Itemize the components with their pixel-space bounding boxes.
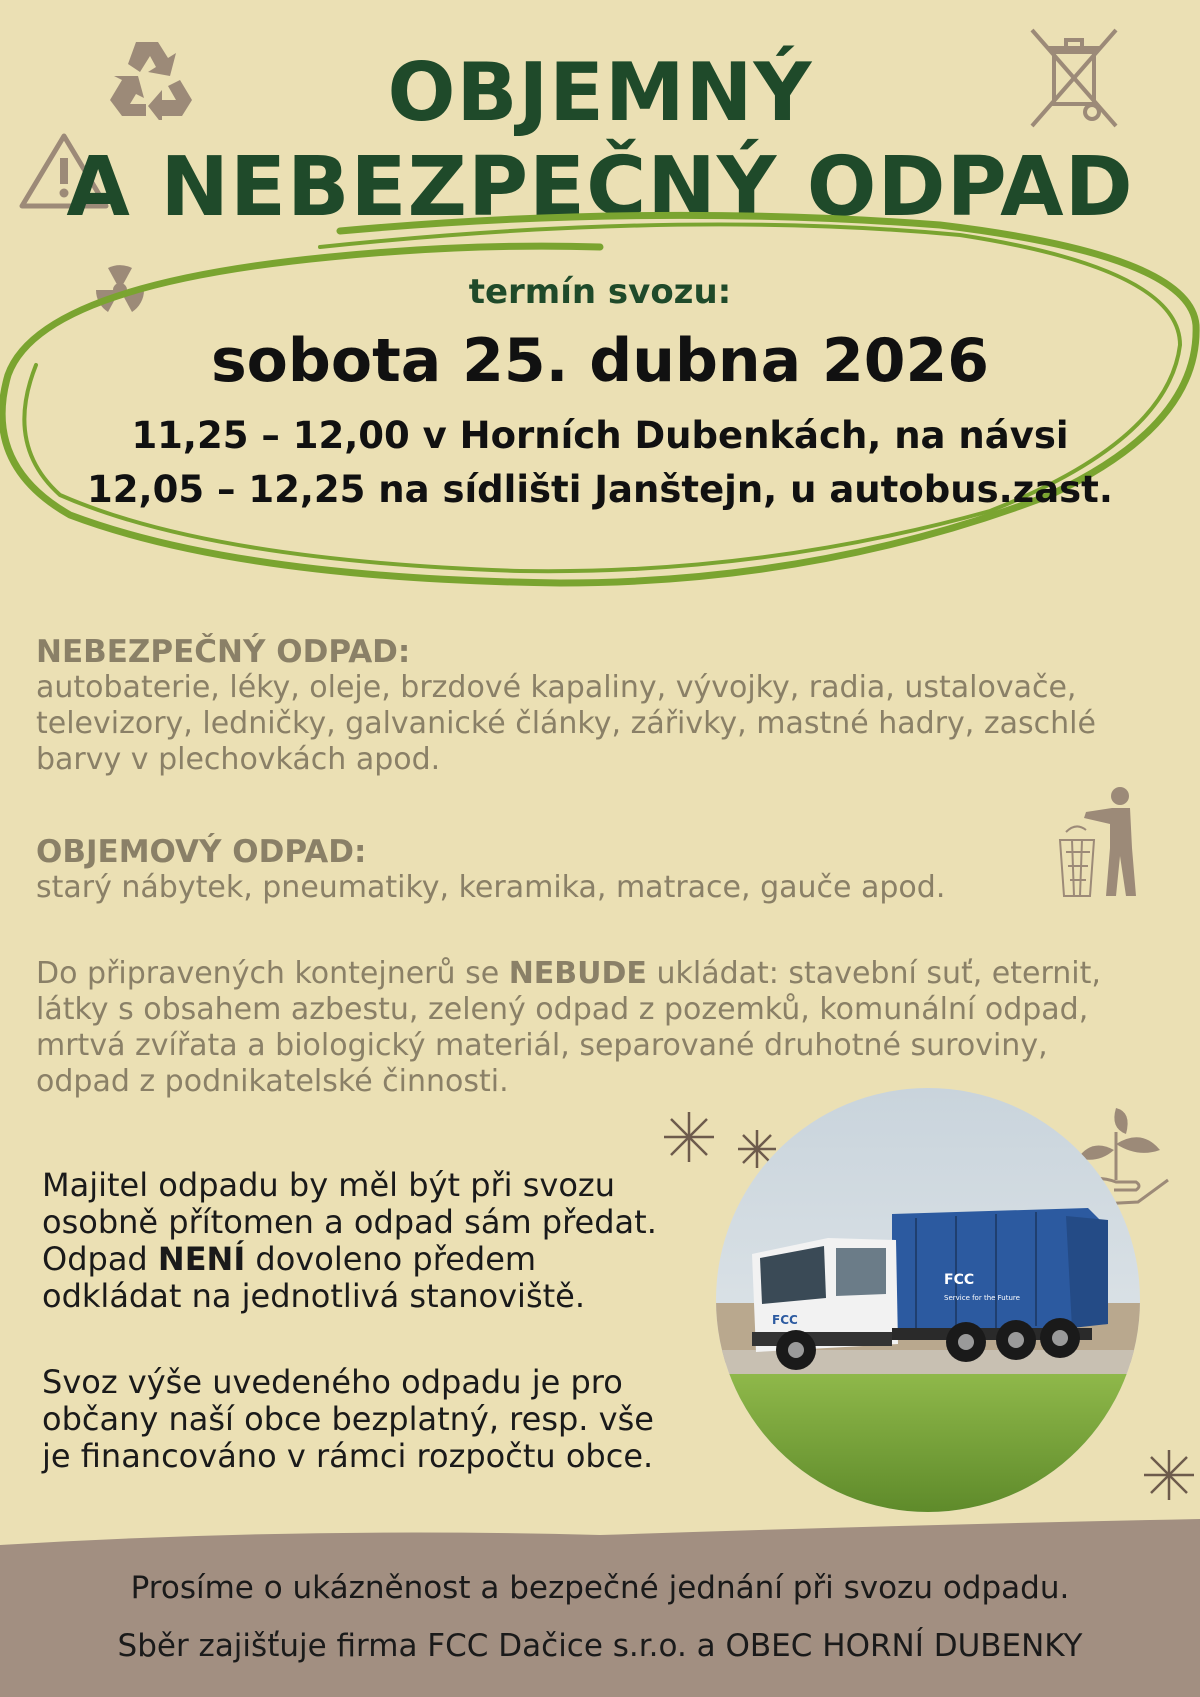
footer-band bbox=[0, 1515, 1200, 1697]
excluded-waste-line: odpad z podnikatelské činnosti. bbox=[36, 1064, 509, 1099]
page-title-line1: OBJEMNÝ bbox=[387, 46, 813, 139]
hazardous-waste-heading: NEBEZPEČNÝ ODPAD: bbox=[36, 634, 411, 670]
footer-appeal: Prosíme o ukázněnost a bezpečné jednání při svozu odpadu. bbox=[130, 1570, 1070, 1606]
page-title-line2: A NEBEZPEČNÝ ODPAD bbox=[66, 140, 1134, 235]
owner-note-line bbox=[42, 1241, 702, 1278]
sparkle-icon bbox=[1142, 1448, 1196, 1502]
truck-body-logo: FCC bbox=[944, 1272, 975, 1288]
notice-prefix: Do připravených kontejnerů se bbox=[36, 956, 509, 991]
collection-schedule-item: 12,05 – 12,25 na sídlišti Janštejn, u autobus.zast. bbox=[87, 468, 1113, 511]
owner-note-line: odkládat na jednotlivá stanoviště. bbox=[42, 1277, 586, 1315]
free-note-line: občany naší obce bezplatný, resp. vše bbox=[42, 1400, 654, 1438]
garbage-truck-photo bbox=[716, 1088, 1140, 1512]
owner-note bbox=[42, 1167, 702, 1315]
free-collection-note bbox=[42, 1364, 702, 1475]
hazardous-waste-section bbox=[36, 634, 1176, 778]
excluded-waste-line bbox=[36, 956, 1176, 992]
hazardous-waste-line: autobaterie, léky, oleje, brzdové kapaliny, vývojky, radia, ustalovače, bbox=[36, 670, 1077, 705]
excluded-waste-line: látky s obsahem azbestu, zelený odpad z pozemků, komunální odpad, bbox=[36, 992, 1089, 1027]
hazardous-waste-line: televizory, ledničky, galvanické články, zářivky, mastné hadry, zaschlé bbox=[36, 706, 1096, 741]
collection-term-label: termín svozu: bbox=[468, 272, 732, 312]
truck-body-slogan: Service for the Future bbox=[944, 1294, 1020, 1302]
owner-note-emphasis: NENÍ bbox=[157, 1240, 246, 1278]
notice-emphasis: NEBUDE bbox=[508, 956, 647, 991]
owner-note-line: Majitel odpadu by měl být při svozu bbox=[42, 1166, 615, 1204]
excluded-waste-line: mrtvá zvířata a biologický materiál, separované druhotné suroviny, bbox=[36, 1028, 1048, 1063]
free-note-line: Svoz výše uvedeného odpadu je pro bbox=[42, 1363, 623, 1401]
truck-cab-logo: FCC bbox=[772, 1313, 798, 1327]
excluded-waste-notice bbox=[36, 956, 1176, 1100]
notice-line1-rest: ukládat: stavební suť, eternit, bbox=[646, 956, 1101, 991]
collection-schedule-item: 11,25 – 12,00 v Horních Dubenkách, na návsi bbox=[131, 414, 1069, 457]
owner-note-prefix: Odpad bbox=[42, 1240, 158, 1278]
free-note-line: je financováno v rámci rozpočtu obce. bbox=[42, 1437, 654, 1475]
sparkle-icon bbox=[662, 1110, 716, 1164]
owner-note-rest: dovoleno předem bbox=[245, 1240, 537, 1278]
hazardous-waste-line: barvy v plechovkách apod. bbox=[36, 742, 441, 777]
bulky-waste-heading: OBJEMOVÝ ODPAD: bbox=[36, 834, 367, 870]
owner-note-line: osobně přítomen a odpad sám předat. bbox=[42, 1203, 657, 1241]
bulky-waste-section bbox=[36, 834, 1176, 906]
collection-date: sobota 25. dubna 2026 bbox=[210, 326, 990, 396]
bulky-waste-text: starý nábytek, pneumatiky, keramika, matrace, gauče apod. bbox=[36, 870, 946, 905]
footer-organizer: Sběr zajišťuje firma FCC Dačice s.r.o. a OBEC HORNÍ DUBENKY bbox=[117, 1628, 1083, 1664]
